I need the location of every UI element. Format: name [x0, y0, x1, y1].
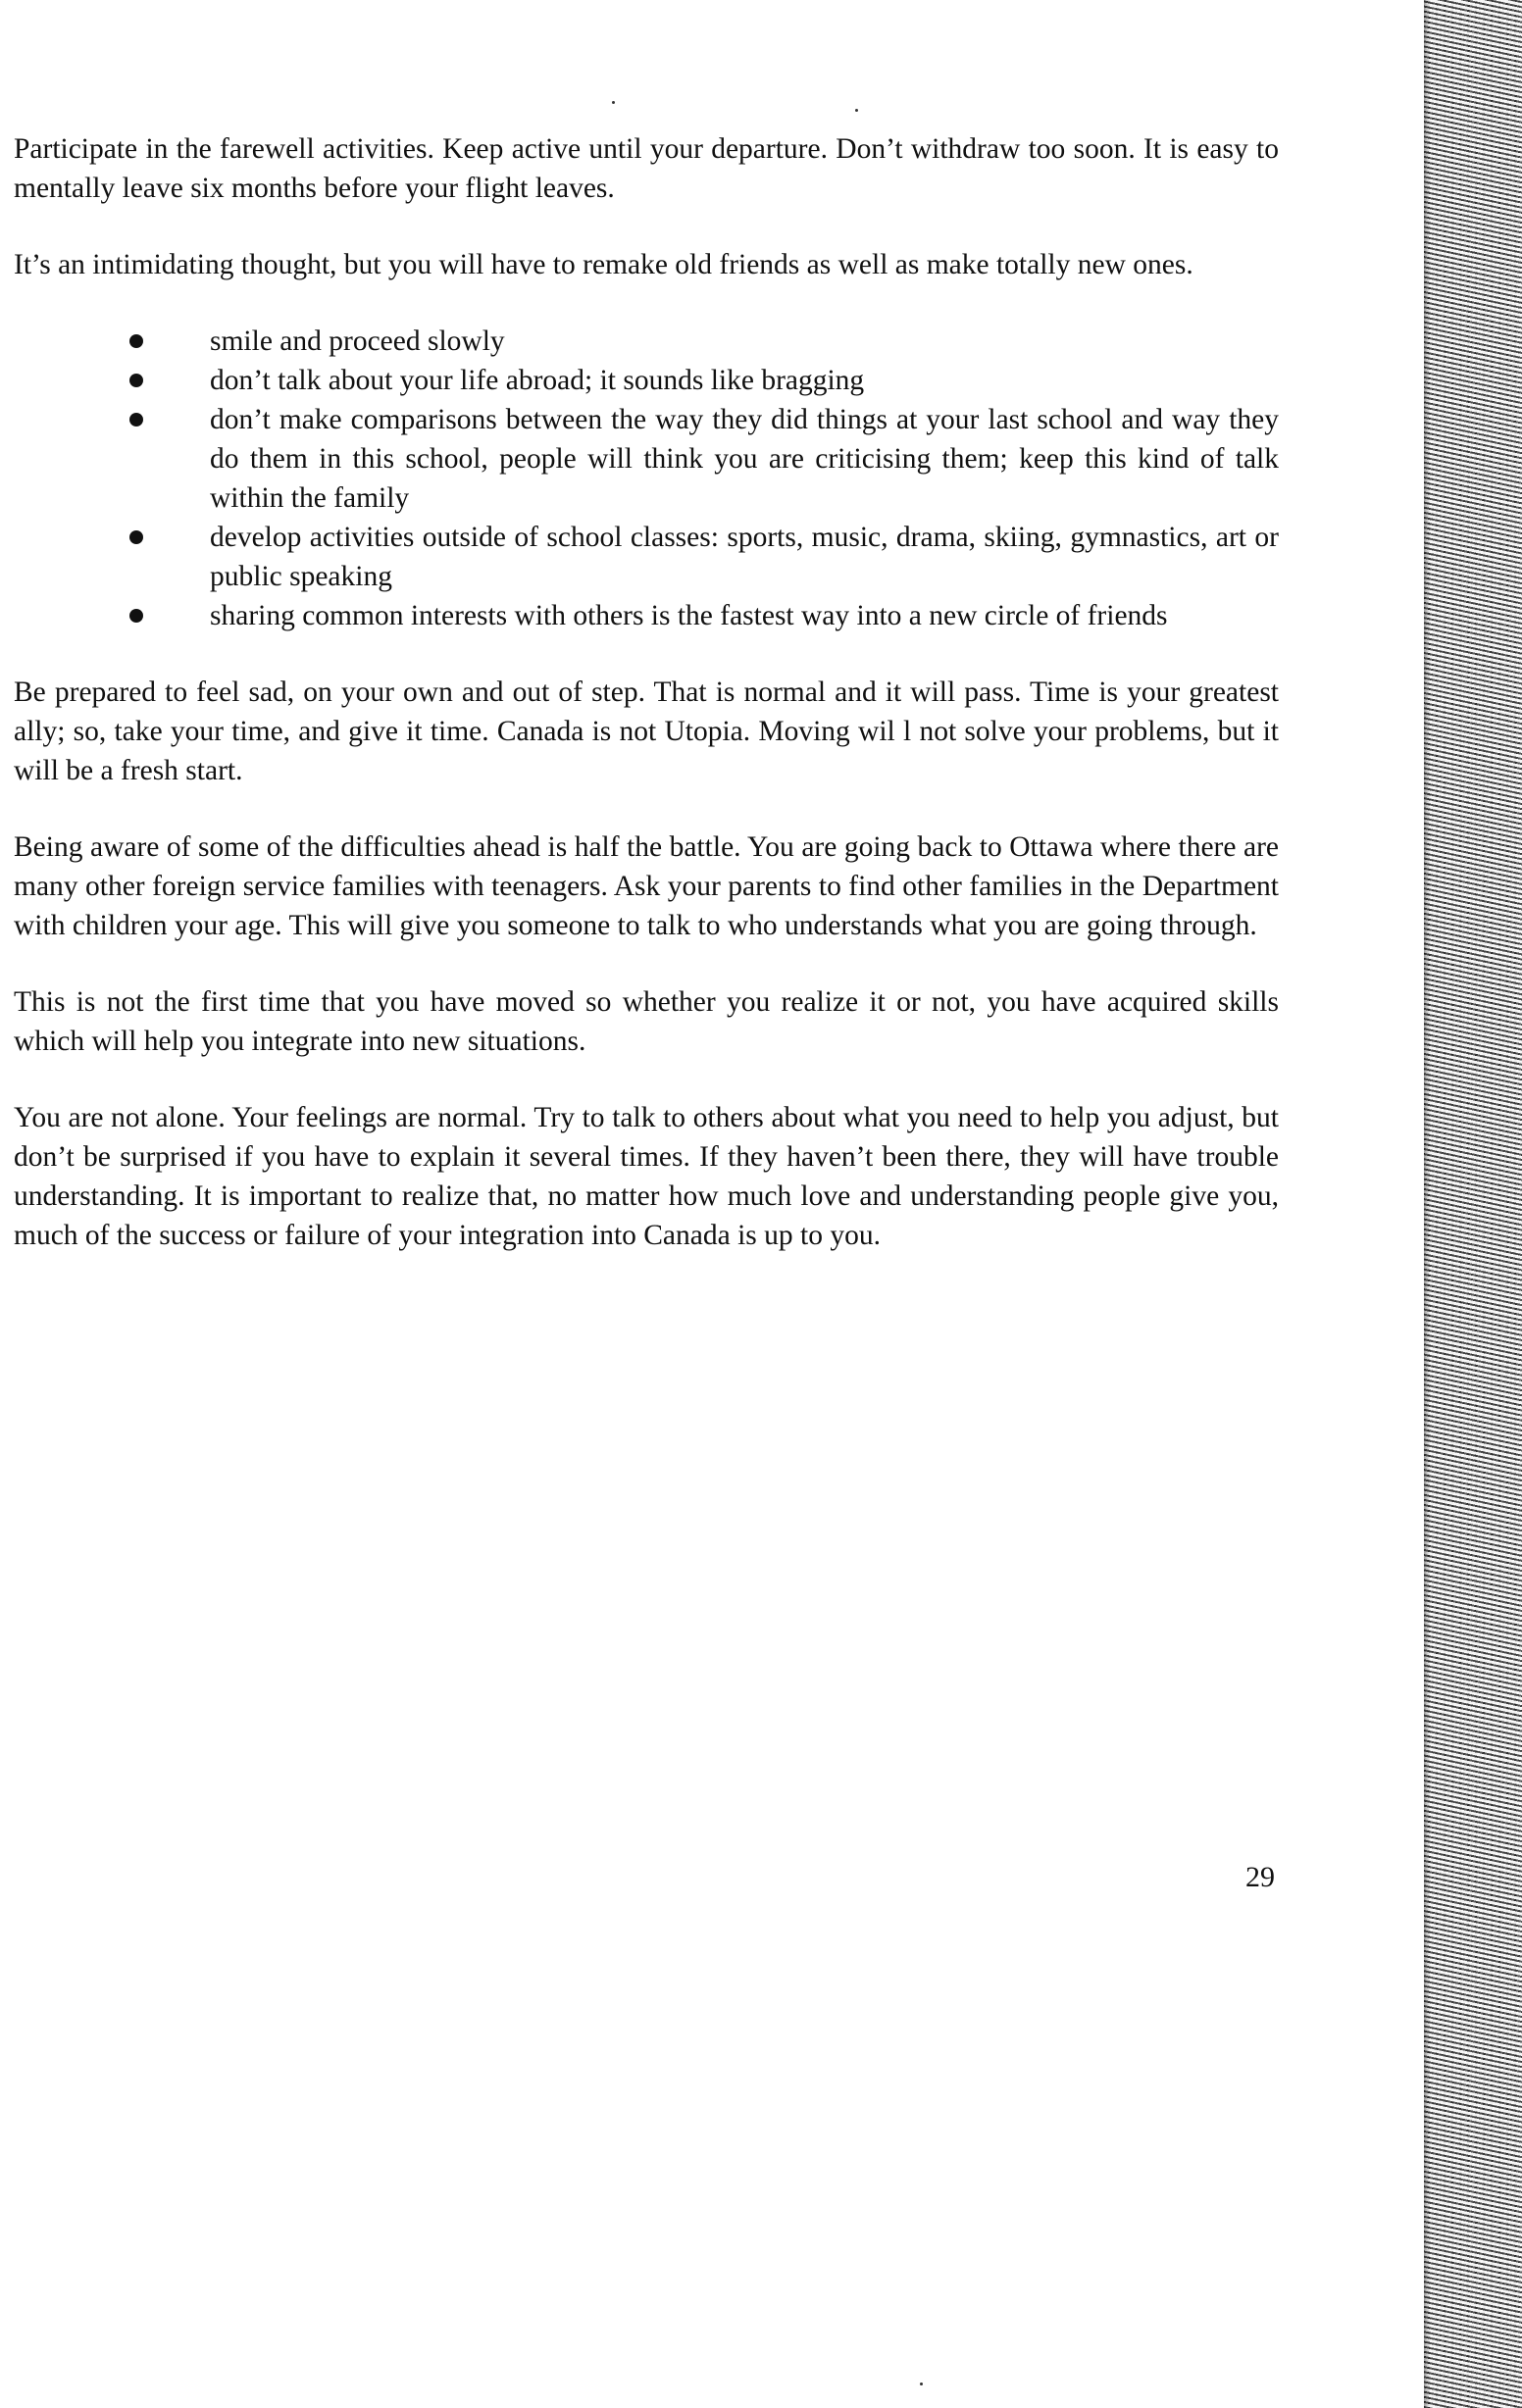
list-item [14, 596, 1279, 635]
scanned-book-edge [1424, 0, 1522, 2408]
list-item-text: don’t talk about your life abroad; it sounds like bragging [210, 365, 865, 396]
paragraph-difficulties: Being aware of some of the difficulties ahead is half the battle. You are going back to Ottawa where there are many other foreign service families with teenagers. Ask your parents to find other families in the Department with children your age. This will give you someone to talk to who understands what you are going through. [14, 831, 1279, 941]
list-item-text: don’t make comparisons between the way they did things at your last school and way they do them in this school, people will think you are criticising them; keep this kind of talk within the family [210, 404, 1279, 514]
scan-speck [920, 2383, 923, 2385]
bullet-icon [129, 609, 143, 623]
list-item-text: sharing common interests with others is the fastest way into a new circle of friends [210, 600, 1168, 631]
bullet-icon [129, 334, 143, 348]
paragraph-friends: It’s an intimidating thought, but you will have to remake old friends as well as make totally new ones. [14, 249, 1193, 280]
list-item-text: smile and proceed slowly [210, 326, 505, 357]
list-item-text: develop activities outside of school classes: sports, music, drama, skiing, gymnastics, art or public speaking [210, 522, 1279, 592]
bullet-icon [129, 413, 143, 426]
list-item [14, 322, 1279, 361]
paragraph-skills: This is not the first time that you have moved so whether you realize it or not, you have acquired skills which will help you integrate into new situations. [14, 986, 1279, 1057]
scan-speck [855, 109, 858, 112]
book-edge-shadow [1424, 0, 1430, 2408]
paragraph-feel-sad: Be prepared to feel sad, on your own and out of step. That is normal and it will pass. Time is your greatest ally; so, take your time, and give it time. Canada is not Utopia. Moving wil l not solve your problems, but it will be a fresh start. [14, 677, 1279, 786]
bullet-icon [129, 530, 143, 544]
list-item [14, 361, 1279, 400]
list-item [14, 518, 1279, 596]
scan-speck [612, 101, 615, 104]
advice-list [14, 322, 1279, 635]
paragraph-not-alone: You are not alone. Your feelings are normal. Try to talk to others about what you need to help you adjust, but don’t be surprised if you have to explain it several times. If they haven’t been there, they will have trouble understanding. It is important to realize that, no matter how much love and understanding people give you, much of the success or failure of your integration into Canada is up to you. [14, 1102, 1279, 1251]
list-item [14, 400, 1279, 518]
paragraph-farewell: Participate in the farewell activities. Keep active until your departure. Don’t withdraw too soon. It is easy to mentally leave six months before your flight leaves. [14, 133, 1279, 204]
page-number: 29 [1245, 1861, 1275, 1893]
document-body [14, 129, 1279, 1292]
bullet-icon [129, 374, 143, 387]
